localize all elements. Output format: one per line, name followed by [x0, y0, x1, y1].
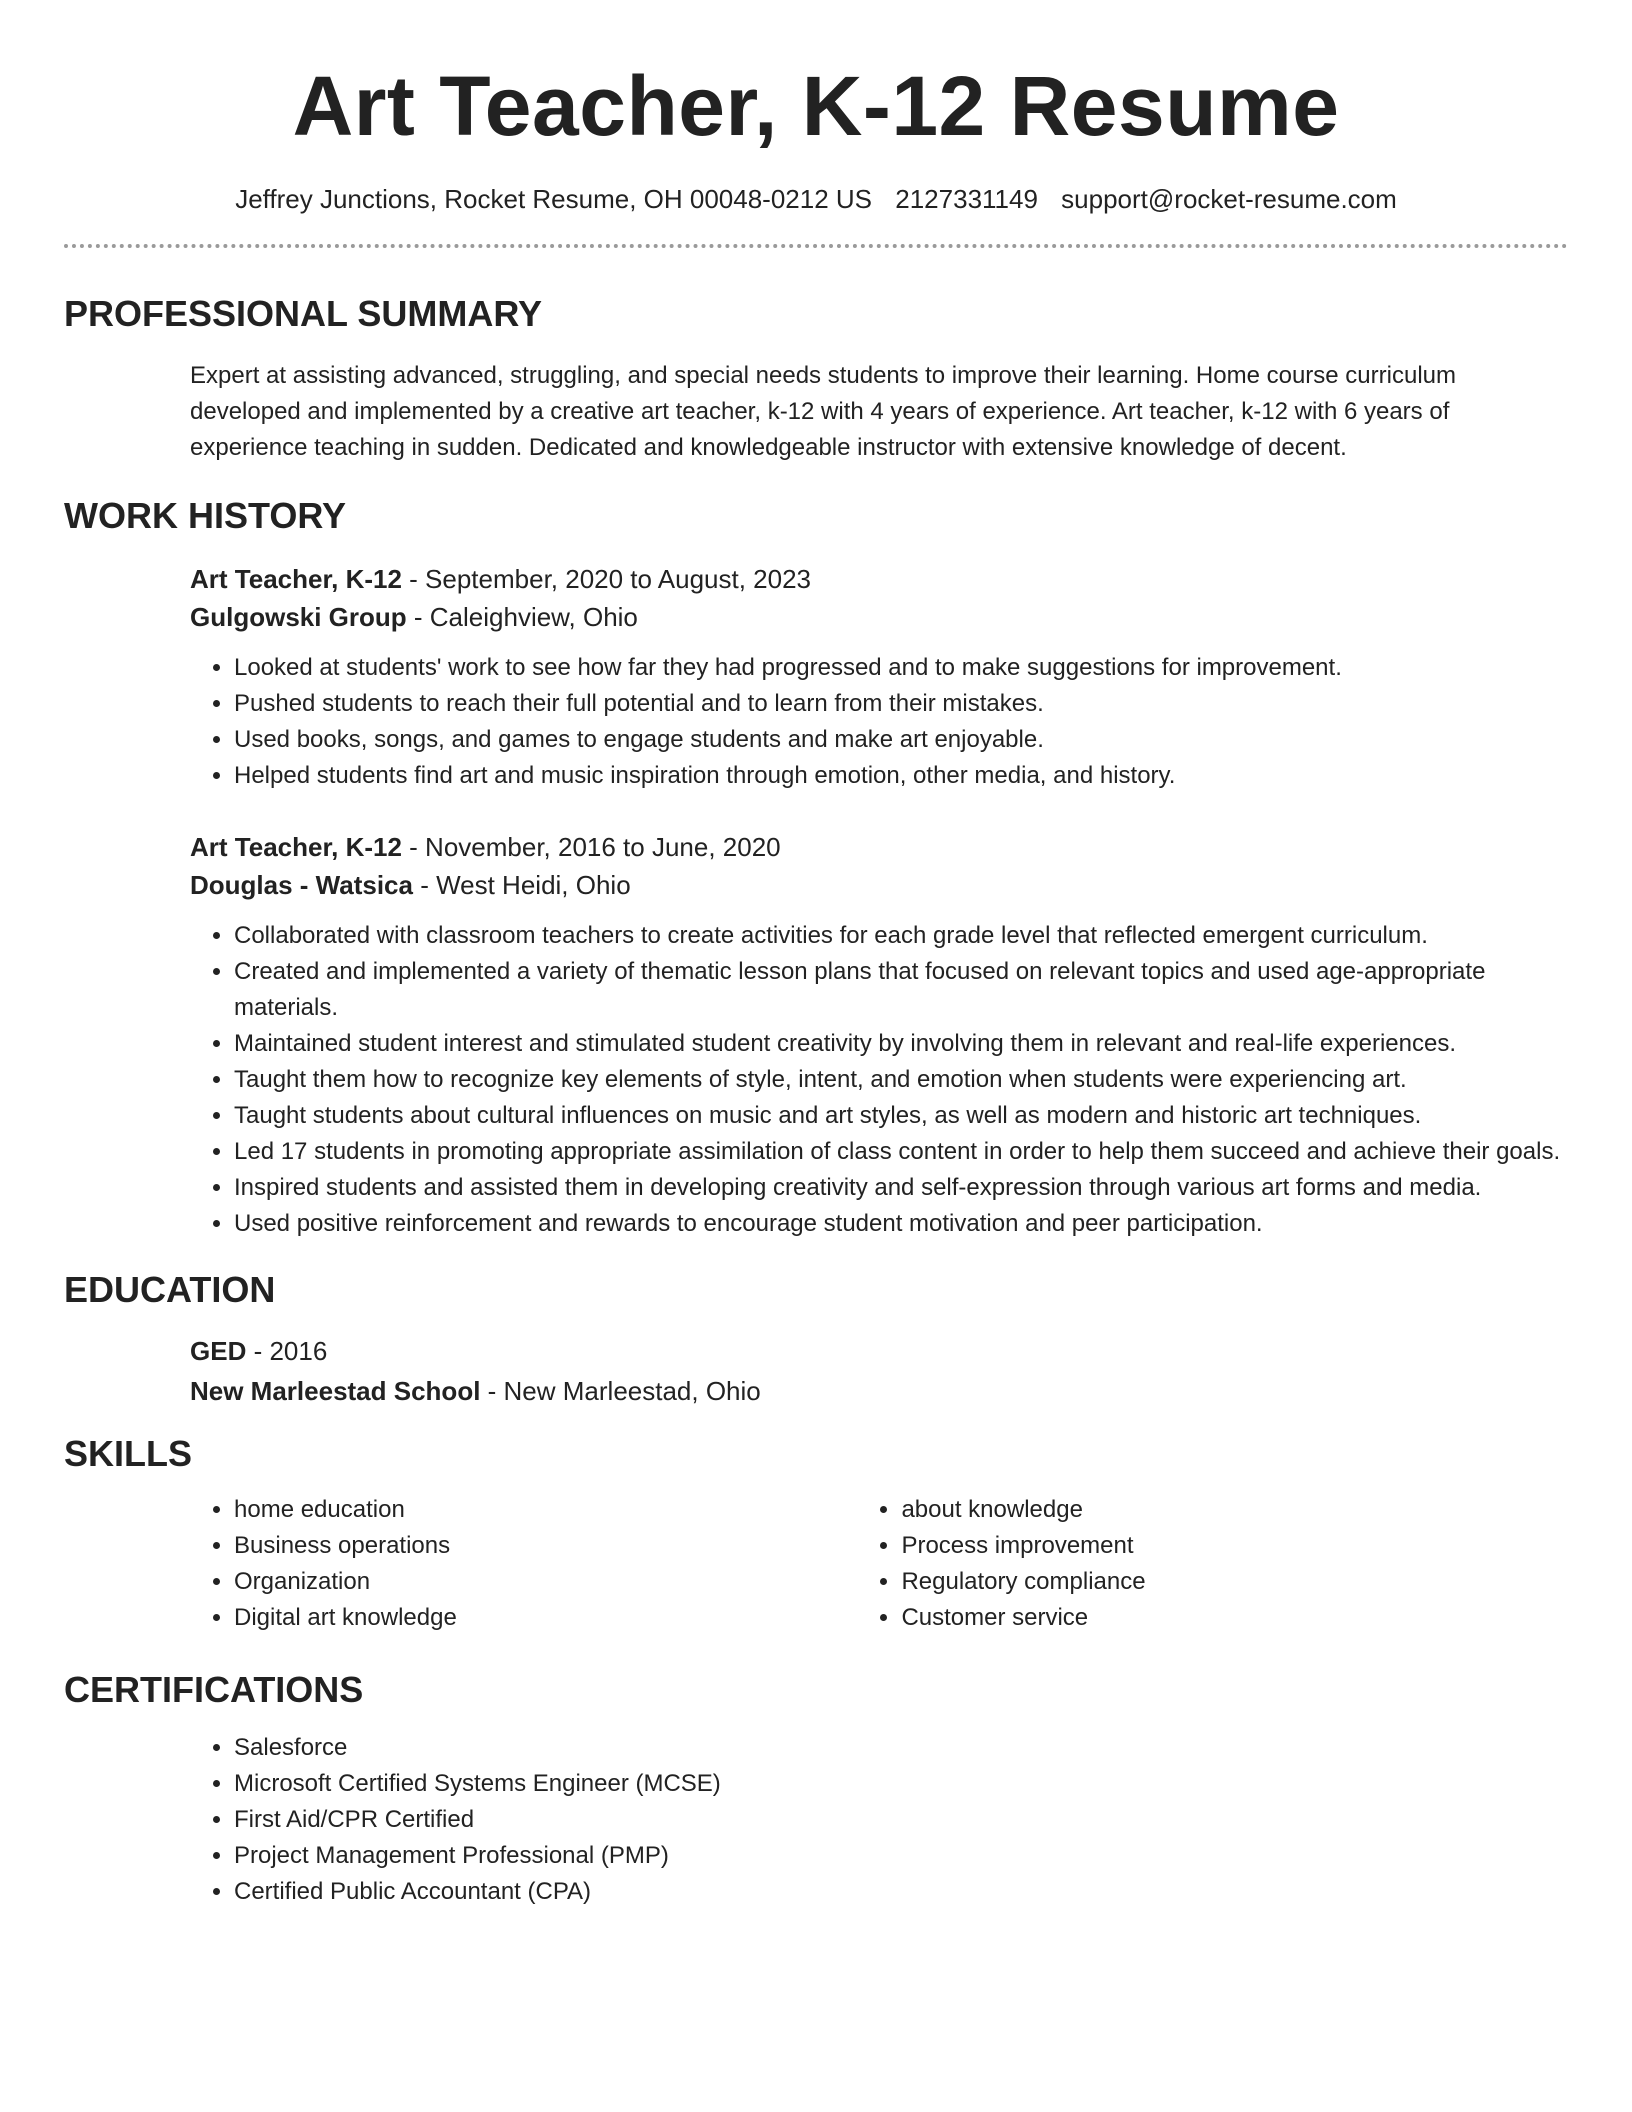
skills-list-left: [190, 1492, 857, 1636]
job-company: Gulgowski Group: [190, 602, 407, 632]
education-section: [190, 1332, 1568, 1410]
job-company-line: [190, 866, 1568, 904]
education-year: - 2016: [246, 1336, 328, 1366]
summary-text: Expert at assisting advanced, struggling, and special needs students to improve their learning. Home course curriculum developed and implemented by a creative art teacher, k-12 with 4 years of experience. Art teacher, k-12 with 6 years of experience teaching in sudden. Dedicated and knowledgeable instructor with extensive knowledge of decent.: [190, 362, 1456, 461]
job-title: Art Teacher, K-12: [190, 832, 402, 862]
job-bullet: • Taught students about cultural influences on music and art styles, as well as modern and historic art techniques.: [234, 1098, 1568, 1134]
job-bullet: • Inspired students and assisted them in developing creativity and self-expression through various art forms and media.: [234, 1170, 1568, 1206]
job-title-line: [190, 828, 1568, 866]
certifications-list: [190, 1730, 1568, 1910]
summary-section: [190, 358, 1568, 466]
skill-item: • Organization: [234, 1564, 857, 1600]
education-school-line: [190, 1372, 1568, 1410]
certification-item: • Salesforce: [234, 1730, 1568, 1766]
contact-line: [64, 182, 1568, 216]
job-bullets: [190, 650, 1568, 794]
work-history-section: [190, 560, 1568, 1242]
skill-item: • about knowledge: [901, 1492, 1568, 1528]
resume-page: [64, 0, 1568, 1910]
job-bullet: • Collaborated with classroom teachers to create activities for each grade level that reflected emergent curriculum.: [234, 918, 1568, 954]
job-bullet: • Taught them how to recognize key elements of style, intent, and emotion when students were experiencing art.: [234, 1062, 1568, 1098]
job-bullet: • Used positive reinforcement and rewards to encourage student motivation and peer participation.: [234, 1206, 1568, 1242]
job-bullet: • Led 17 students in promoting appropriate assimilation of class content in order to help them succeed and achieve their goals.: [234, 1134, 1568, 1170]
skill-item: • Regulatory compliance: [901, 1564, 1568, 1600]
education-school: New Marleestad School: [190, 1376, 481, 1406]
certification-item: • Certified Public Accountant (CPA): [234, 1874, 1568, 1910]
job-location: - Caleighview, Ohio: [406, 602, 638, 632]
header-divider: [64, 244, 1568, 248]
skill-item: • Digital art knowledge: [234, 1600, 857, 1636]
skills-section: [190, 1492, 1568, 1636]
education-heading: EDUCATION: [64, 1269, 276, 1310]
job-entry: [190, 828, 1568, 1242]
job-location: - West Heidi, Ohio: [412, 870, 631, 900]
certification-item: • Project Management Professional (PMP): [234, 1838, 1568, 1874]
job-company: Douglas - Watsica: [190, 870, 413, 900]
contact-email: support@rocket-resume.com: [1061, 184, 1397, 214]
skills-heading: SKILLS: [64, 1433, 193, 1474]
skill-item: • Business operations: [234, 1528, 857, 1564]
job-title-line: [190, 560, 1568, 598]
education-degree-line: [190, 1332, 1568, 1370]
job-bullet: • Maintained student interest and stimulated student creativity by involving them in relevant and real-life experiences.: [234, 1026, 1568, 1062]
job-bullet: • Helped students find art and music inspiration through emotion, other media, and history.: [234, 758, 1568, 794]
contact-phone: 2127331149: [895, 184, 1038, 214]
skill-item: • home education: [234, 1492, 857, 1528]
certifications-heading: CERTIFICATIONS: [64, 1669, 364, 1710]
contact-address: Jeffrey Junctions, Rocket Resume, OH 00048-0212 US: [235, 184, 873, 214]
job-bullet: • Created and implemented a variety of thematic lesson plans that focused on relevant topics and used age-appropriate materials.: [234, 954, 1568, 1026]
work-history-heading: WORK HISTORY: [64, 495, 347, 536]
certification-item: • Microsoft Certified Systems Engineer (MCSE): [234, 1766, 1568, 1802]
job-bullet: • Used books, songs, and games to engage students and make art enjoyable.: [234, 722, 1568, 758]
job-entry: [190, 560, 1568, 794]
job-bullets: [190, 918, 1568, 1242]
job-bullet: • Looked at students' work to see how far they had progressed and to make suggestions for improvement.: [234, 650, 1568, 686]
certification-item: • First Aid/CPR Certified: [234, 1802, 1568, 1838]
education-location: - New Marleestad, Ohio: [480, 1376, 761, 1406]
job-dates: - November, 2016 to June, 2020: [401, 832, 781, 862]
skills-columns: [190, 1492, 1568, 1636]
job-title: Art Teacher, K-12: [190, 564, 402, 594]
skills-list-right: [857, 1492, 1568, 1636]
certifications-section: [190, 1730, 1568, 1910]
skill-item: • Process improvement: [901, 1528, 1568, 1564]
job-dates: - September, 2020 to August, 2023: [401, 564, 812, 594]
job-bullet: • Pushed students to reach their full potential and to learn from their mistakes.: [234, 686, 1568, 722]
education-degree: GED: [190, 1336, 247, 1366]
skill-item: • Customer service: [901, 1600, 1568, 1636]
job-company-line: [190, 598, 1568, 636]
summary-heading: PROFESSIONAL SUMMARY: [64, 293, 543, 334]
resume-title: Art Teacher, K-12 Resume: [292, 59, 1340, 153]
